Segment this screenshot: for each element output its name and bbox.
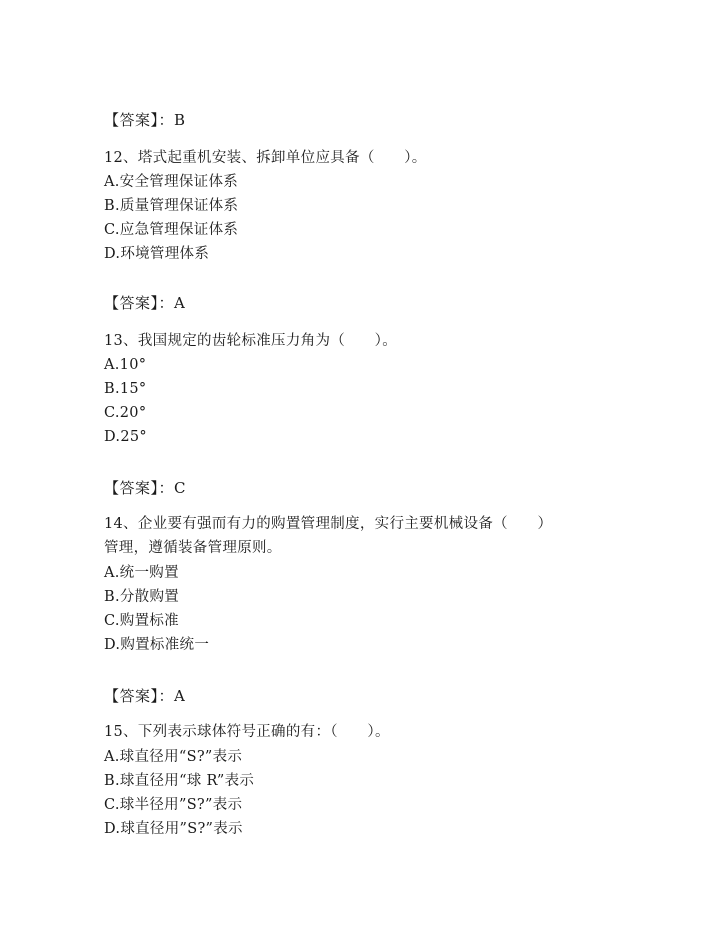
question-14-option-d: D.购置标准统一	[104, 637, 210, 653]
question-12-option-c: C.应急管理保证体系	[104, 222, 239, 238]
answer-line: 【答案】：A	[104, 294, 186, 312]
answer-line: 【答案】：C	[104, 479, 186, 497]
question-12-option-a: A.安全管理保证体系	[104, 174, 239, 190]
question-12-text: 12、塔式起重机安装、拆卸单位应具备（ ）。	[104, 150, 427, 166]
question-14-option-a: A.统一购置	[104, 565, 179, 581]
question-15-option-d: D.球直径用”S?”表示	[104, 821, 243, 837]
question-15-option-a: A.球直径用“S?”表示	[104, 749, 243, 765]
question-14-option-b: B.分散购置	[104, 589, 180, 605]
question-13-text: 13、我国规定的齿轮标准压力角为（ ）。	[104, 333, 397, 349]
question-15-option-c: C.球半径用”S?”表示	[104, 797, 243, 813]
question-14-option-c: C.购置标准	[104, 613, 179, 629]
question-12-option-d: D.环境管理体系	[104, 246, 210, 262]
answer-line: 【答案】：B	[104, 111, 186, 129]
question-12-option-b: B.质量管理保证体系	[104, 198, 239, 214]
question-13-option-b: B.15°	[104, 381, 147, 397]
question-14-text-line-1: 14、企业要有强而有力的购置管理制度，实行主要机械设备（ ）	[104, 516, 553, 532]
answer-line: 【答案】：A	[104, 687, 186, 705]
question-15-text: 15、下列表示球体符号正确的有：（ ）。	[104, 724, 390, 740]
question-15-option-b: B.球直径用“球 R”表示	[104, 773, 255, 789]
question-13-option-c: C.20°	[104, 405, 147, 421]
question-14-text-line-2: 管理，遵循装备管理原则。	[104, 540, 282, 556]
question-13-option-d: D.25°	[104, 429, 147, 445]
question-13-option-a: A.10°	[104, 357, 147, 373]
